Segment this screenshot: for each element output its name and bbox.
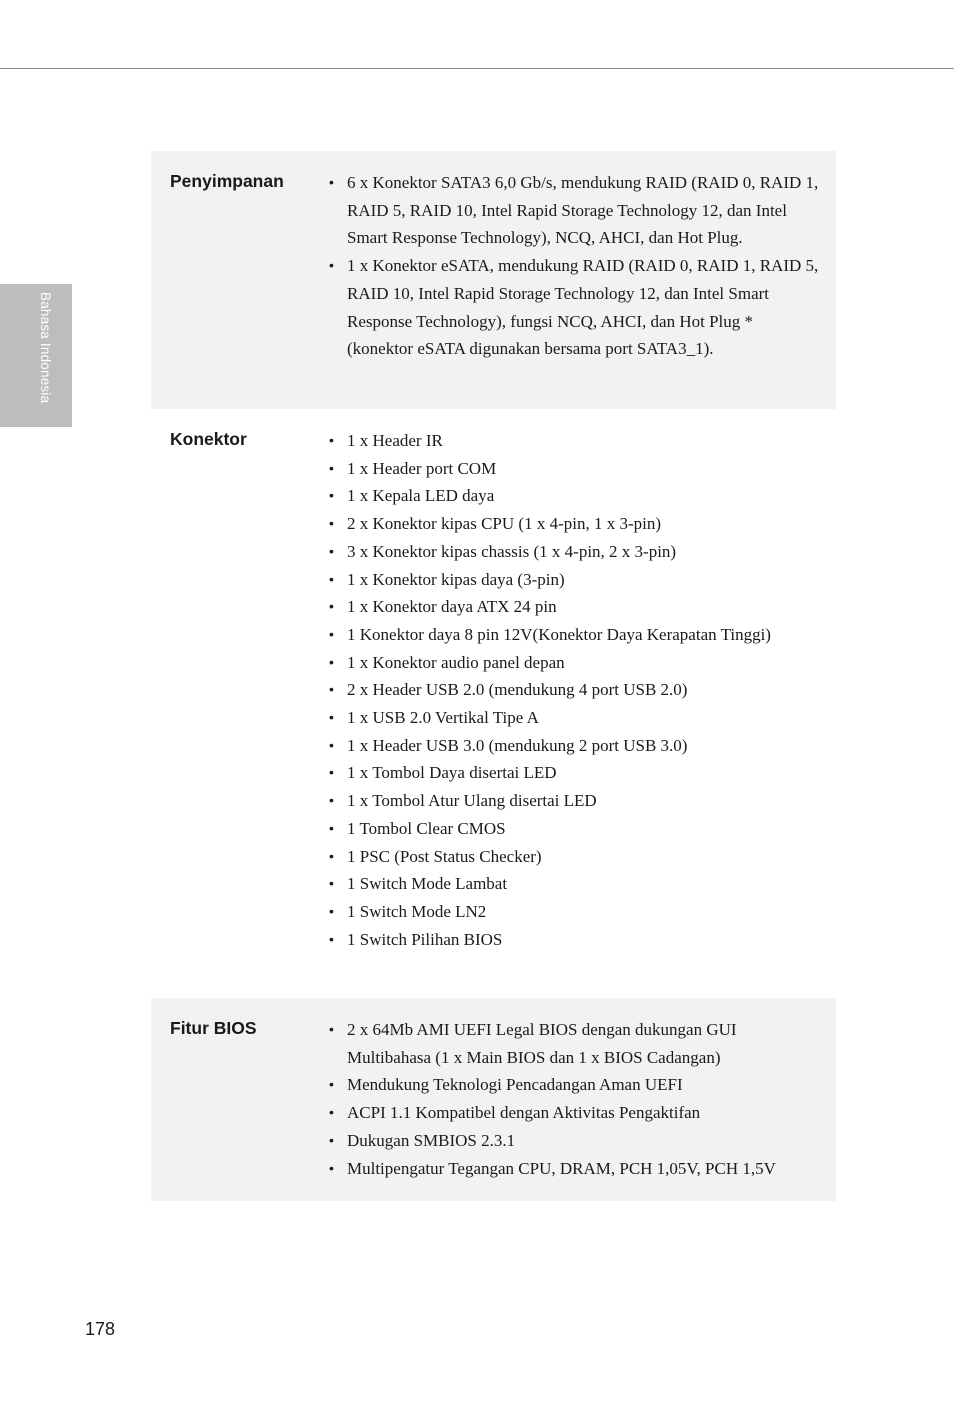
list-item: • 2 x Konektor kipas CPU (1 x 4-pin, 1 x 3-pin) [347,510,822,538]
spec-list [347,1016,822,1182]
list-item: • 1 Konektor daya 8 pin 12V(Konektor Daya Kerapatan Tinggi) [347,621,822,649]
list-item: • 1 x Konektor audio panel depan [347,649,822,677]
section-title: Fitur BIOS [170,1018,257,1038]
spec-list [347,169,822,363]
header-rule [0,68,954,69]
spec-list [347,427,822,953]
section-title: Penyimpanan [170,171,284,191]
language-side-tab [0,284,72,427]
list-item: • 1 x Konektor daya ATX 24 pin [347,593,822,621]
list-item: • 1 Tombol Clear CMOS [347,815,822,843]
list-item: • 2 x 64Mb AMI UEFI Legal BIOS dengan dukungan GUI Multibahasa (1 x Main BIOS dan 1 x BIOS Cadangan) [347,1016,822,1071]
list-item: • Multipengatur Tegangan CPU, DRAM, PCH 1,05V, PCH 1,5V [347,1155,822,1183]
list-item: • 1 x Tombol Atur Ulang disertai LED [347,787,822,815]
list-item: • 6 x Konektor SATA3 6,0 Gb/s, mendukung RAID (RAID 0, RAID 1, RAID 5, RAID 10, Intel Rapid Storage Technology 12, dan Intel Smart Response Technology), NCQ, AHCI, dan Hot Plug. [347,169,822,252]
list-item: • 1 x USB 2.0 Vertikal Tipe A [347,704,822,732]
list-item: • 1 x Header IR [347,427,822,455]
list-item: • 1 Switch Pilihan BIOS [347,926,822,954]
section-title: Konektor [170,429,247,449]
list-item: • Mendukung Teknologi Pencadangan Aman UEFI [347,1071,822,1099]
list-item: • 1 Switch Mode LN2 [347,898,822,926]
list-item: • ACPI 1.1 Kompatibel dengan Aktivitas Pengaktifan [347,1099,822,1127]
list-item: • 1 Switch Mode Lambat [347,870,822,898]
list-item: • 1 x Kepala LED daya [347,482,822,510]
list-item: • 1 x Tombol Daya disertai LED [347,759,822,787]
spec-section-storage [151,151,836,409]
language-tab-label: Bahasa Indonesia [38,292,53,404]
list-item: • 1 x Konektor kipas daya (3-pin) [347,566,822,594]
list-item: • 1 PSC (Post Status Checker) [347,843,822,871]
spec-section-bios [151,998,836,1201]
list-item: • 1 x Konektor eSATA, mendukung RAID (RAID 0, RAID 1, RAID 5, RAID 10, Intel Rapid Storage Technology 12, dan Intel Smart Response Technology), fungsi NCQ, AHCI, dan Hot Plug * (konektor eSATA digunakan bersama port SATA3_1). [347,252,822,363]
list-item: • 3 x Konektor kipas chassis (1 x 4-pin, 2 x 3-pin) [347,538,822,566]
list-item: • 1 x Header port COM [347,455,822,483]
page-number: 178 [85,1319,116,1339]
list-item: • 2 x Header USB 2.0 (mendukung 4 port USB 2.0) [347,676,822,704]
list-item: • Dukugan SMBIOS 2.3.1 [347,1127,822,1155]
spec-section-connectors [151,409,836,998]
list-item: • 1 x Header USB 3.0 (mendukung 2 port USB 3.0) [347,732,822,760]
